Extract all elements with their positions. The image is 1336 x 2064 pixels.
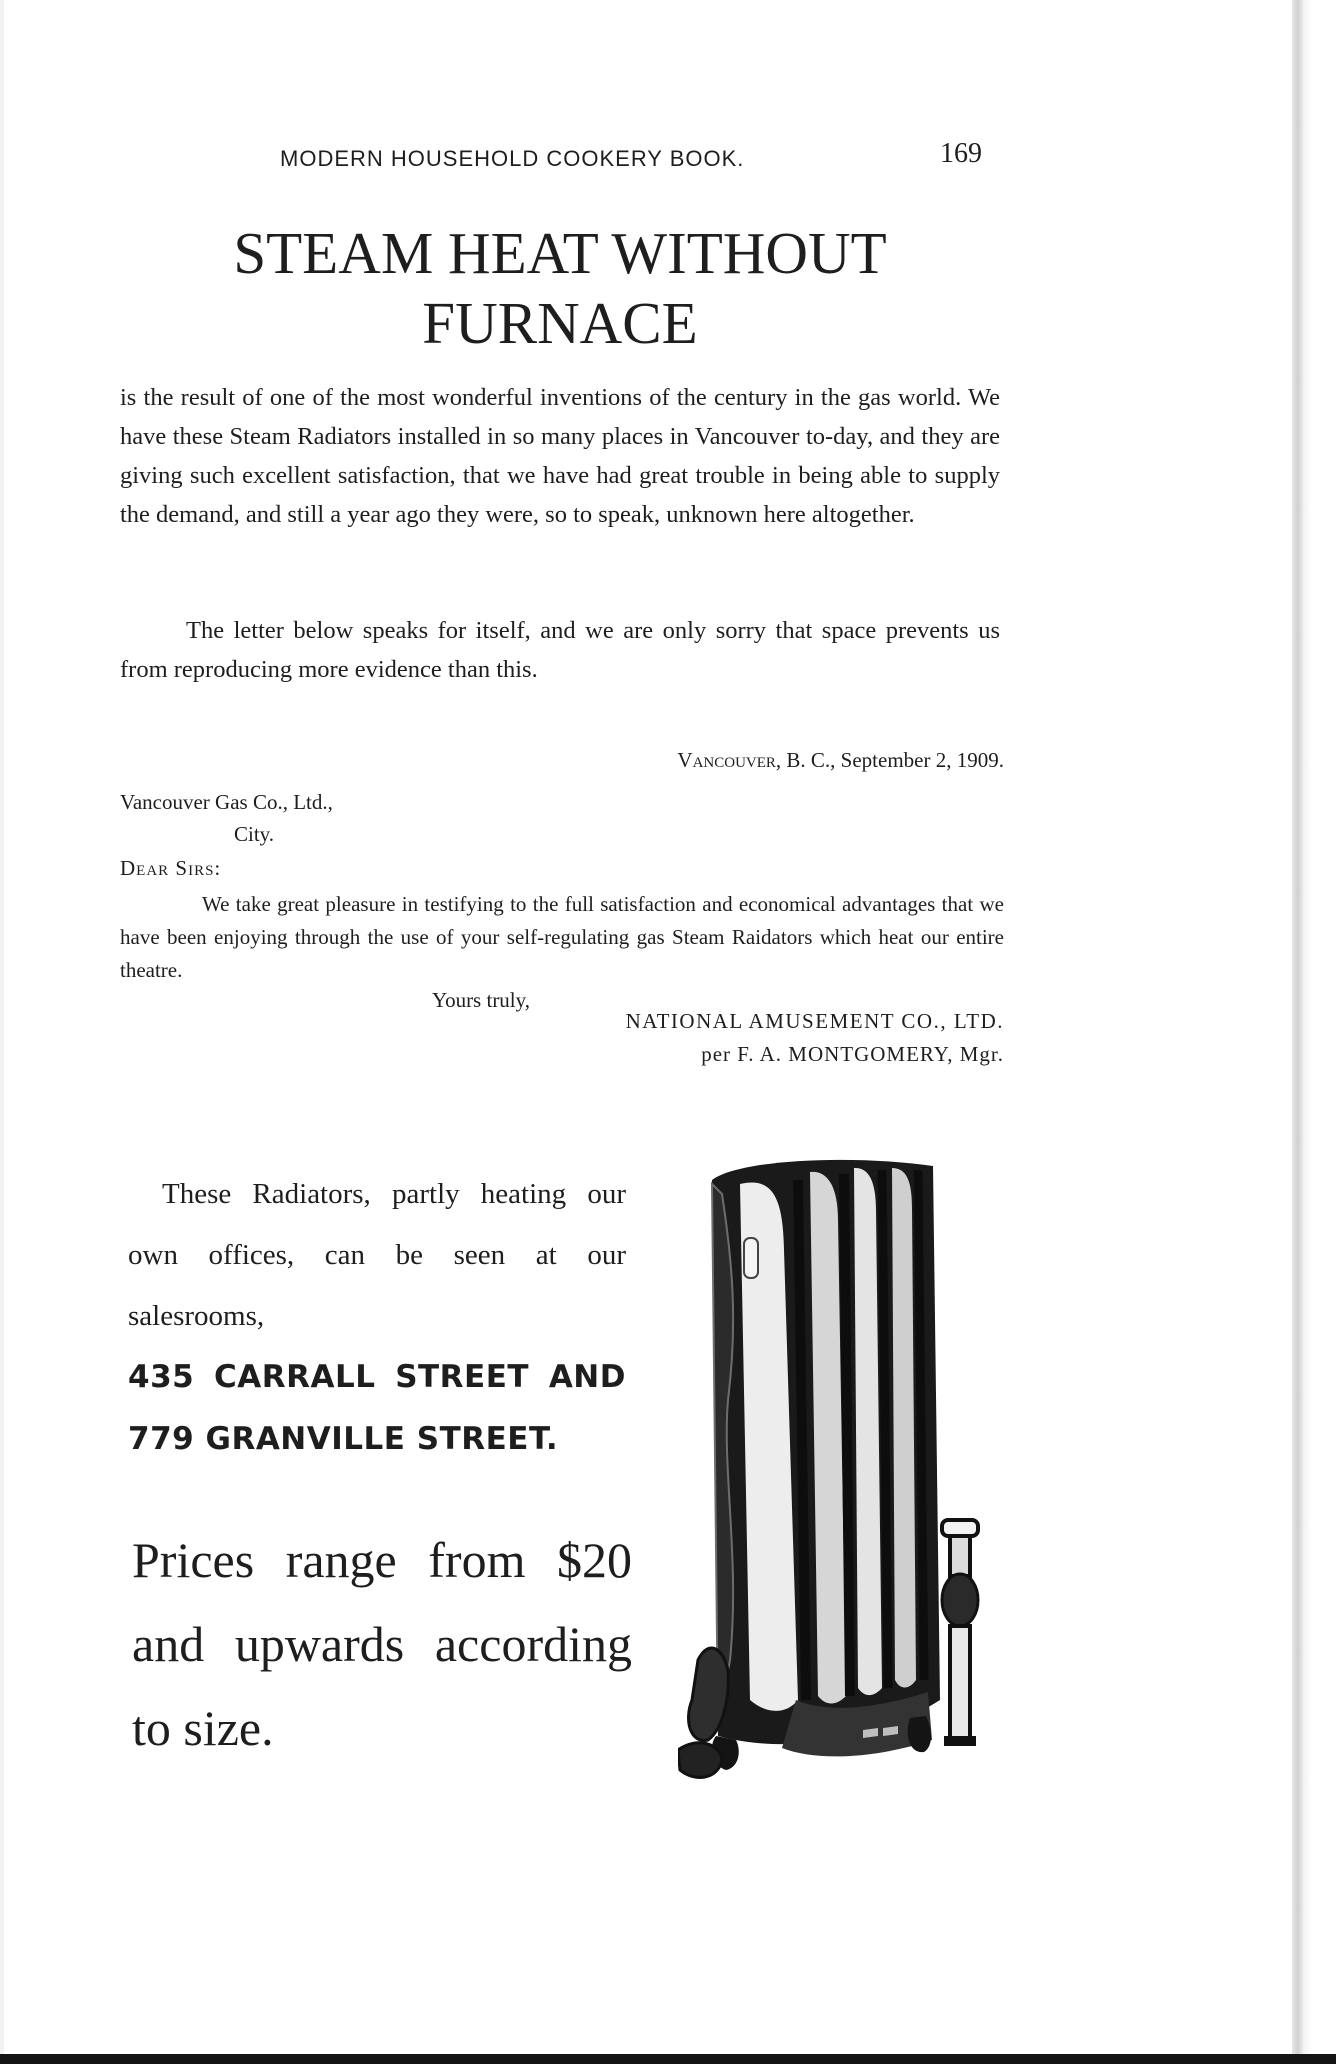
letter-body: We take great pleasure in testifying to the full satisfaction and economical advantages that we have been enjoying through the use of your self-regulating gas Steam Raidators which heat our entire theatre. bbox=[120, 892, 1004, 982]
letter-closing: Yours truly, bbox=[432, 988, 531, 1012]
price-notice: Prices range from $20 and upwards according to size. bbox=[132, 1532, 632, 1756]
salesroom-notice bbox=[128, 1164, 626, 1471]
running-head: MODERN HOUSEHOLD COOKERY BOOK. bbox=[280, 146, 745, 171]
letter-salutation: Dear Sirs: bbox=[120, 856, 222, 880]
steam-radiator-icon bbox=[678, 1140, 1018, 1800]
intro-paragraph-2: The letter below speaks for itself, and we are only sorry that space prevents us from reproducing more evidence than this. bbox=[120, 617, 1000, 683]
page-number: 169 bbox=[940, 138, 982, 169]
letter-city: City. bbox=[234, 822, 275, 846]
salesroom-lead: These Radiators, partly heating our own offices, can be seen at our salesrooms, bbox=[128, 1178, 626, 1332]
dateline-date: B. C., September 2, 1909. bbox=[786, 748, 1004, 772]
letter-signer-company: NATIONAL AMUSEMENT CO., LTD. bbox=[625, 1009, 1004, 1033]
page-left-edge bbox=[0, 0, 4, 2064]
letter-addressee: Vancouver Gas Co., Ltd., bbox=[120, 790, 333, 814]
headline bbox=[120, 218, 1000, 358]
letter-signer-name: per F. A. MONTGOMERY, Mgr. bbox=[701, 1042, 1004, 1066]
dateline-place: Vancouver, bbox=[677, 748, 782, 772]
intro-paragraph-1: is the result of one of the most wonderful inventions of the century in the gas world. We have these Steam Radiators installed in so many places in Vancouver to-day, and they are giving such excellent satisfaction, that we have had great trouble in being able to supply the demand, and still a year ago they were, so to speak, unknown here altogether. bbox=[120, 384, 1000, 528]
letter-dateline bbox=[677, 744, 1004, 777]
headline-line-2: FURNACE bbox=[422, 290, 698, 356]
salesroom-address: 435 CARRALL STREET AND 779 GRANVILLE STREET. bbox=[128, 1359, 626, 1457]
page-right-edge bbox=[1292, 0, 1336, 2064]
headline-line-1: STEAM HEAT WITHOUT bbox=[233, 220, 887, 286]
page-bottom-edge bbox=[0, 2054, 1336, 2064]
